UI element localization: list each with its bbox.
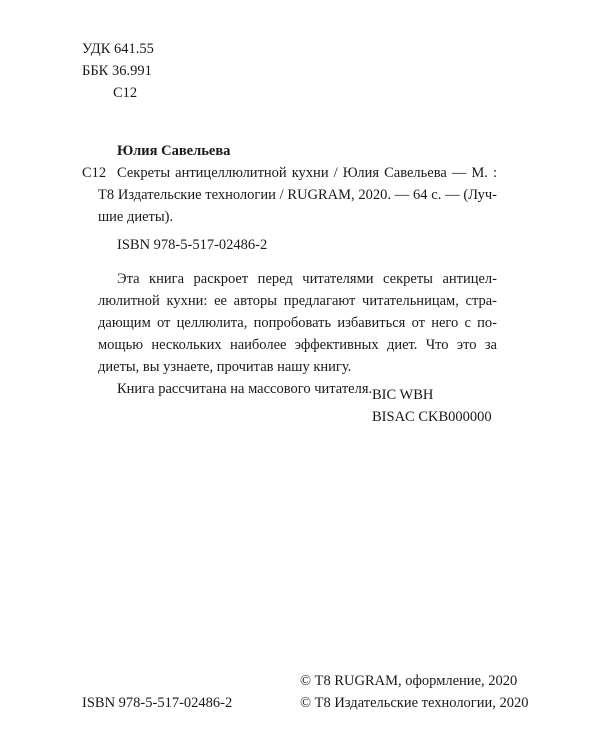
bisac-code: BISAC CKB000000 [372,409,492,425]
annotation-line-4: мощью нескольких наиболее эффективных диет. Что это за [98,337,497,353]
author-name: Юлия Савельева [117,143,231,159]
record-author-mark: С12 [82,165,107,181]
annotation-line-3: дающим от целлюлита, попробовать избавиться от него с по- [98,315,497,331]
footer-isbn: ISBN 978-5-517-02486-2 [82,695,233,711]
bic-code: BIC WBH [372,387,434,403]
udk-code: УДК 641.55 [82,41,154,57]
record-isbn: ISBN 978-5-517-02486-2 [117,237,268,253]
annotation-audience: Книга рассчитана на массового читателя. [117,381,373,397]
record-description [98,162,497,228]
copyright-t8: © Т8 Издательские технологии, 2020 [300,695,529,711]
annotation [98,268,497,400]
annotation-line-1: Эта книга раскроет перед читателями секреты антицел- [117,271,497,287]
annotation-line-5: диеты, вы узнаете, прочитав нашу книгу. [98,359,352,375]
record-line-1: Секреты антицеллюлитной кухни / Юлия Савельева — М. : [117,165,497,181]
author-mark-code: С12 [113,85,138,101]
annotation-line-2: люлитной кухни: ее авторы предлагают читательницам, стра- [98,293,497,309]
bbk-code: ББК 36.991 [82,63,152,79]
copyright-rugram: © Т8 RUGRAM, оформление, 2020 [300,673,518,689]
record-line-3: шие диеты). [98,209,174,225]
record-line-2: Т8 Издательские технологии / RUGRAM, 2020. — 64 с. — (Луч- [98,187,497,203]
